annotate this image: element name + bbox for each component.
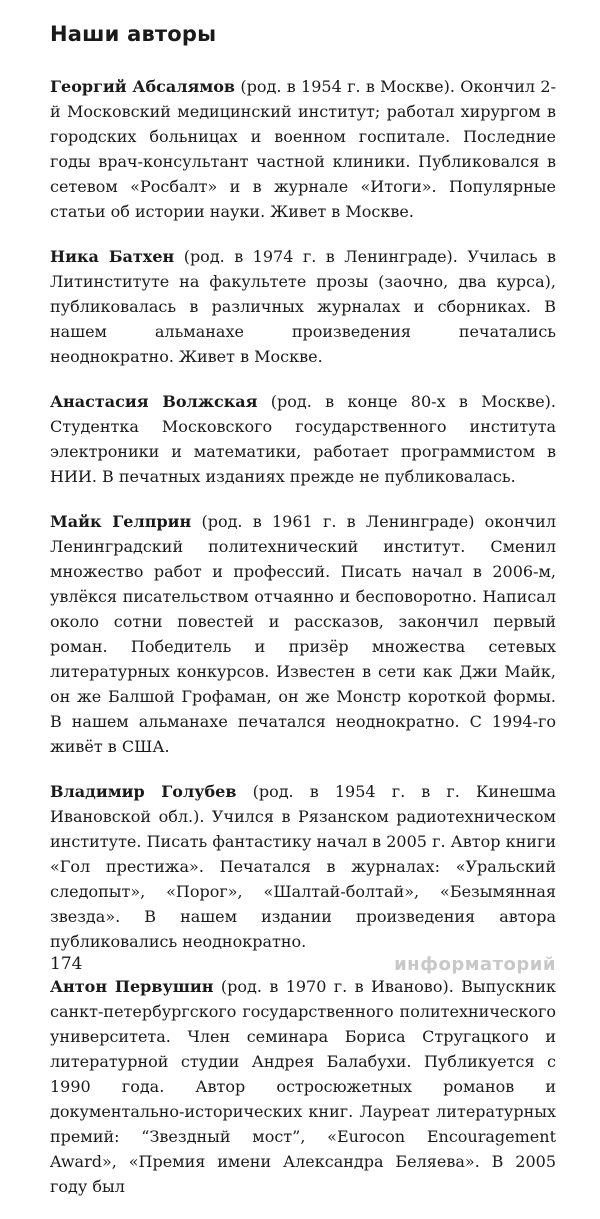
running-title: информаторий: [394, 954, 556, 975]
author-name: Антон Первушин: [50, 977, 214, 996]
author-bio: (род. в 1970 г. в Иваново). Выпускник санкт-петербургского государственного политехнического университета. Член семинара Бориса Стругацкого и литературной студии Андрея Балабухи. Публикуется с 1990 года. Автор остросюжетных романов и документально-исторических книг. Лауреат литературных премий: “Звездный мост”, «Eurocon Encouragement Award», «Премия имени Александра Беляева». В 2005 году был: [50, 977, 557, 1196]
page-body: [50, 22, 556, 1219]
author-entry: [50, 779, 556, 954]
page-footer: [50, 954, 556, 980]
author-entry: [50, 389, 556, 489]
author-name: Ника Батхен: [50, 247, 175, 266]
author-bio: (род. в 1954 г. в г. Кинешма Ивановской обл.). Учился в Рязанском радиотехническом институте. Писать фантастику начал в 2005 г. Автор книги «Гол престижа». Печатался в журналах: «Уральский следопыт», «Порог», «Шалтай-болтай», «Безымянная звезда». В нашем издании произведения автора публиковались неоднократно.: [50, 782, 556, 951]
author-name: Георгий Абсалямов: [50, 77, 236, 96]
page-number: 174: [50, 954, 83, 974]
author-entry: [50, 74, 556, 224]
author-entry: [50, 244, 556, 369]
section-title: Наши авторы: [50, 22, 217, 46]
author-bio: (род. в 1974 г. в Ленинграде). Училась в Литинституте на факультете прозы (заочно, два курса), публиковалась в различных журналах и сборниках. В нашем альманахе произведения печатались неоднократно. Живет в Москве.: [50, 247, 556, 366]
author-name: Майк Гелприн: [50, 512, 192, 531]
author-bio: (род. в 1954 г. в Москве). Окончил 2-й Московский медицинский институт; работал хирургом в городских больницах и военном госпитале. Последние годы врач-консультант частной клиники. Публиковался в сетевом «Росбалт» и в журнале «Итоги». Популярные статьи об истории науки. Живет в Москве.: [50, 77, 556, 221]
author-bio: (род. в 1961 г. в Ленинграде) окончил Ленинградский политехнический институт. Сменил множество работ и профессий. Писать начал в 2006-м, увлёкся писательством отчаянно и бесповоротно. Написал около сотни повестей и рассказов, закончил первый роман. Победитель и призёр множества сетевых литературных конкурсов. Известен в сети как Джи Майк, он же Балшой Грофаман, он же Монстр короткой формы. В нашем альманахе печатался неоднократно. С 1994-го живёт в США.: [50, 512, 557, 756]
author-name: Владимир Голубев: [50, 782, 237, 801]
author-name: Анастасия Волжская: [50, 392, 258, 411]
author-entry: [50, 974, 556, 1199]
author-bio: (род. в конце 80-х в Москве). Студентка Московского государственного института электроники и математики, работает программистом в НИИ. В печатных изданиях прежде не публиковалась.: [50, 392, 556, 486]
author-entry: [50, 509, 556, 759]
